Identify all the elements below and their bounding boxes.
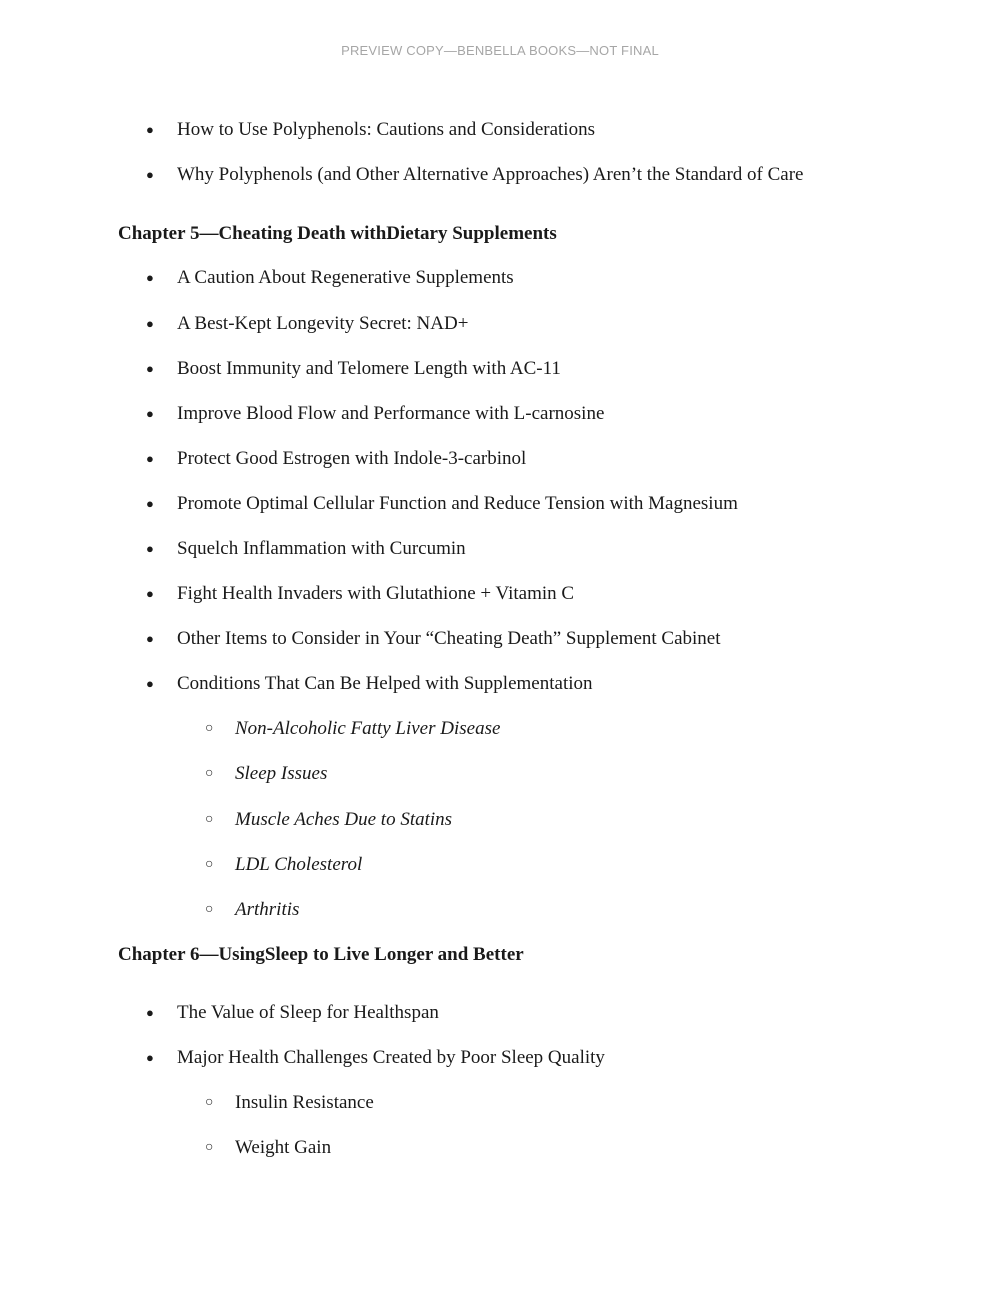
list-item-text: A Caution About Regenerative Supplements [177,267,514,288]
list-item-text: Protect Good Estrogen with Indole-3-carbinol [177,448,527,469]
bullet-icon: ● [146,451,154,466]
sub-list-item-text: Muscle Aches Due to Statins [235,809,453,830]
hollow-bullet-icon: ○ [205,766,214,781]
bullet-icon: ● [146,586,154,601]
hollow-bullet-icon: ○ [205,1140,214,1155]
bullet-icon: ● [146,1050,154,1065]
hollow-bullet-icon: ○ [205,857,214,872]
list-item-text: Promote Optimal Cellular Function and Reduce Tension with Magnesium [177,493,738,514]
bullet-icon: ● [146,316,154,331]
list-item-text: Other Items to Consider in Your “Cheating Death” Supplement Cabinet [177,628,721,649]
sub-list-item-text: Insulin Resistance [235,1092,374,1113]
bullet-icon: ● [146,406,154,421]
bullet-icon: ● [146,1005,154,1020]
list-item-text: How to Use Polyphenols: Cautions and Considerations [177,119,595,140]
list-item-text: Improve Blood Flow and Performance with L-carnosine [177,403,605,424]
chapter-heading-text: Chapter 6—UsingSleep to Live Longer and Better [118,944,524,965]
bullet-icon: ● [146,676,154,691]
bullet-icon: ● [146,167,154,182]
sub-list-item-text: LDL Cholesterol [235,854,363,875]
bullet-icon: ● [146,541,154,556]
list-item-text: Squelch Inflammation with Curcumin [177,538,466,559]
list-item-text: The Value of Sleep for Healthspan [177,1002,439,1023]
list-item-text: Major Health Challenges Created by Poor Sleep Quality [177,1047,605,1068]
sub-list-item-text: Sleep Issues [235,763,328,784]
list-item-text: Why Polyphenols (and Other Alternative Approaches) Aren’t the Standard of Care [177,164,804,185]
bullet-icon: ● [146,496,154,511]
list-item-text: Boost Immunity and Telomere Length with AC-11 [177,358,561,379]
list-item-text: A Best-Kept Longevity Secret: NAD+ [177,313,469,334]
bullet-icon: ● [146,122,154,137]
bullet-icon: ● [146,270,154,285]
chapter-heading-text: Chapter 5—Cheating Death withDietary Supplements [118,223,557,244]
hollow-bullet-icon: ○ [205,812,214,827]
list-item-text: Fight Health Invaders with Glutathione + Vitamin C [177,583,575,604]
sub-list-item-text: Weight Gain [235,1137,332,1158]
list-item-text: Conditions That Can Be Helped with Supplementation [177,673,593,694]
bullet-icon: ● [146,631,154,646]
preview-copy-header: PREVIEW COPY—BENBELLA BOOKS—NOT FINAL [341,43,659,58]
hollow-bullet-icon: ○ [205,1095,214,1110]
hollow-bullet-icon: ○ [205,721,214,736]
sub-list-item-text: Non-Alcoholic Fatty Liver Disease [235,718,501,739]
sub-list-item-text: Arthritis [235,899,300,920]
hollow-bullet-icon: ○ [205,902,214,917]
bullet-icon: ● [146,361,154,376]
